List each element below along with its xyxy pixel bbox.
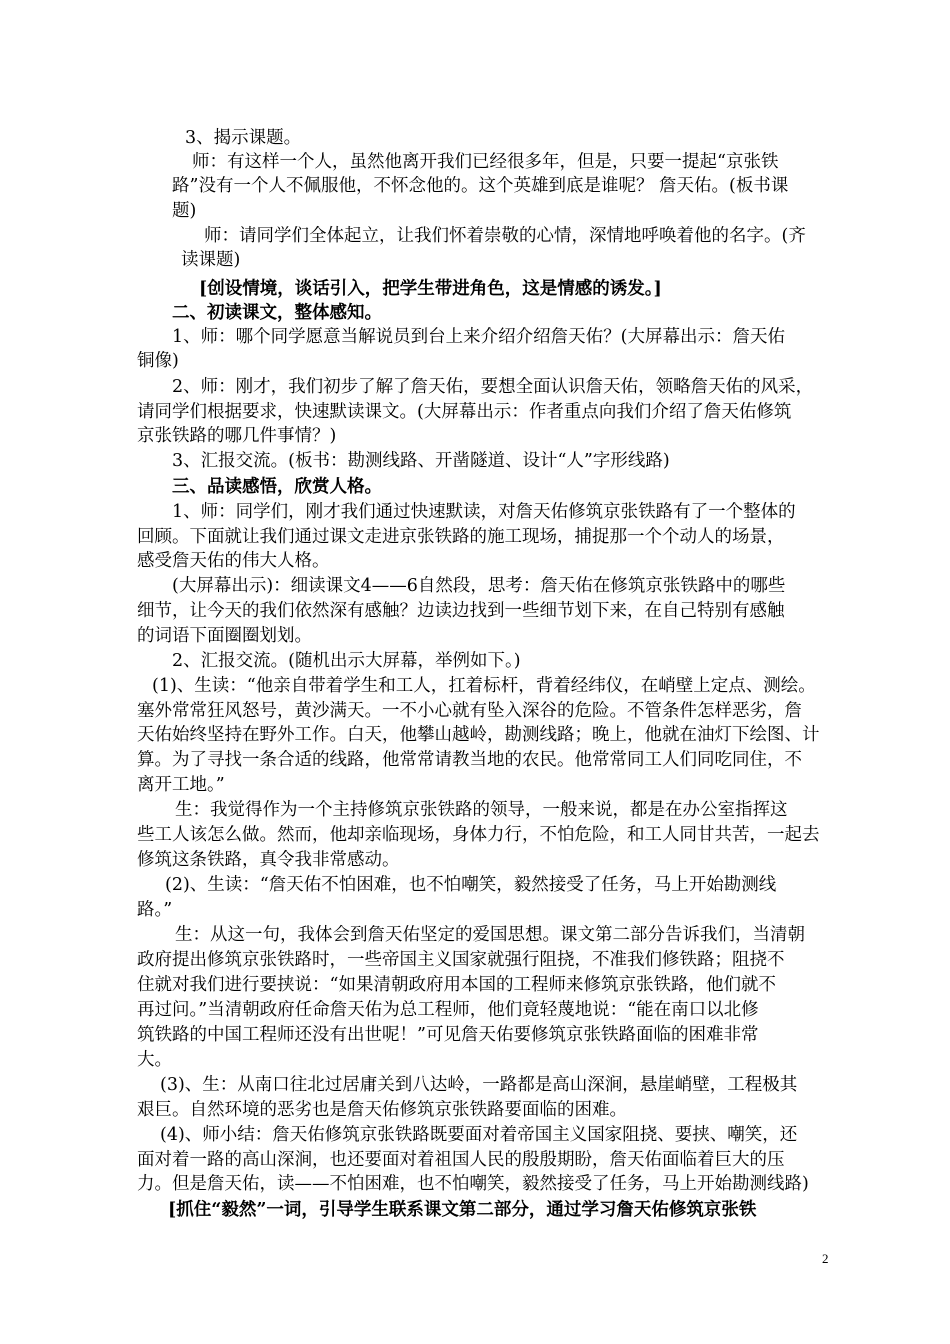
- text-line: 面对着一路的高山深涧，也还要面对着祖国人民的殷殷期盼，詹天佑面临着巨大的压: [137, 1150, 785, 1170]
- text-line: 路”没有一个人不佩服他，不怀念他的。这个英雄到底是谁呢？ 詹天佑。(板书课: [172, 176, 789, 196]
- text-line: 2、汇报交流。(随机出示大屏幕，举例如下。): [172, 651, 521, 671]
- section-heading: 三、品读感悟，欣赏人格。: [172, 477, 382, 497]
- text-line: 3、揭示课题。: [185, 128, 302, 148]
- text-line: (4)、师小结：詹天佑修筑京张铁路既要面对着帝国主义国家阻挠、要挟、嘲笑，还: [160, 1125, 798, 1145]
- text-line: 生：我觉得作为一个主持修筑京张铁路的领导，一般来说，都是在办公室指挥这: [175, 800, 788, 820]
- text-line: 回顾。下面就让我们通过课文走进京张铁路的施工现场，捕捉那一个个动人的场景，: [137, 527, 785, 547]
- commentary-line: [创设情境，谈话引入，把学生带进角色，这是情感的诱发。]: [199, 279, 662, 299]
- text-line: 路。”: [137, 900, 173, 920]
- text-line: 大。: [137, 1050, 172, 1070]
- text-line: 塞外常常狂风怒号，黄沙满天。一不小心就有坠入深谷的危险。不管条件怎样恶劣，詹: [137, 701, 802, 721]
- text-line: 2、师：刚才，我们初步了解了詹天佑，要想全面认识詹天佑，领略詹天佑的风采，: [172, 377, 814, 397]
- text-line: (大屏幕出示)：细读课文4——6自然段，思考：詹天佑在修筑京张铁路中的哪些: [172, 576, 786, 596]
- text-line: 力。但是詹天佑，读——不怕困难，也不怕嘲笑，毅然接受了任务，马上开始勘测线路): [137, 1174, 809, 1194]
- text-line: 些工人该怎么做。然而，他却亲临现场，身体力行，不怕危险，和工人同甘共苦，一起去: [137, 825, 820, 845]
- text-line: 离开工地。”: [137, 775, 225, 795]
- text-line: 师：请同学们全体起立，让我们怀着崇敬的心情，深情地呼唤着他的名字。(齐: [204, 226, 806, 246]
- text-line: 住就对我们进行要挟说：“如果清朝政府用本国的工程师来修筑京张铁路，他们就不: [137, 975, 776, 995]
- text-line: 1、师：同学们，刚才我们通过快速默读，对詹天佑修筑京张铁路有了一个整体的: [172, 502, 796, 522]
- text-line: 1、师：哪个同学愿意当解说员到台上来介绍介绍詹天佑？(大屏幕出示：詹天佑: [172, 327, 785, 347]
- text-line: (2)、生读：“詹天佑不怕困难，也不怕嘲笑，毅然接受了任务，马上开始勘测线: [165, 875, 777, 895]
- text-line: (1)、生读：“他亲自带着学生和工人，扛着标杆，背着经纬仪，在峭壁上定点、测绘。: [152, 676, 816, 696]
- text-line: 筑铁路的中国工程师还没有出世呢！”可见詹天佑要修筑京张铁路面临的困难非常: [137, 1025, 759, 1045]
- text-line: 题): [172, 201, 197, 221]
- text-line: 艰巨。自然环境的恶劣也是詹天佑修筑京张铁路要面临的困难。: [137, 1100, 627, 1120]
- text-line: 细节，让今天的我们依然深有感触？边读边找到一些细节划下来，在自己特别有感触: [137, 601, 785, 621]
- text-line: 再过问。”当清朝政府任命詹天佑为总工程师，他们竟轻蔑地说：“能在南口以北修: [137, 1000, 759, 1020]
- text-line: 铜像): [137, 351, 179, 371]
- text-line: 感受詹天佑的伟大人格。: [137, 551, 330, 571]
- text-line: (3)、生：从南口往北过居庸关到八达岭，一路都是高山深涧，悬崖峭壁，工程极其: [160, 1075, 798, 1095]
- section-heading: 二、初读课文，整体感知。: [172, 303, 382, 323]
- text-line: 3、汇报交流。(板书：勘测线路、开凿隧道、设计“人”字形线路): [172, 451, 670, 471]
- text-line: 算。为了寻找一条合适的线路，他常常请教当地的农民。他常常同工人们同吃同住，不: [137, 750, 802, 770]
- text-line: 读课题): [181, 250, 241, 270]
- text-line: 的词语下面圈圈划划。: [137, 626, 312, 646]
- text-line: 生：从这一句，我体会到詹天佑坚定的爱国思想。课文第二部分告诉我们，当清朝: [175, 925, 805, 945]
- commentary-line: [抓住“毅然”一词，引导学生联系课文第二部分，通过学习詹天佑修筑京张铁: [168, 1200, 757, 1220]
- text-line: 京张铁路的哪几件事情？): [137, 426, 337, 446]
- page-number: 2: [822, 1251, 829, 1266]
- text-line: 修筑这条铁路，真令我非常感动。: [137, 850, 400, 870]
- text-line: 师：有这样一个人，虽然他离开我们已经很多年，但是，只要一提起“京张铁: [192, 152, 779, 172]
- text-line: 请同学们根据要求，快速默读课文。(大屏幕出示：作者重点向我们介绍了詹天佑修筑: [137, 402, 792, 422]
- text-line: 天佑始终坚持在野外工作。白天，他攀山越岭，勘测线路；晚上，他就在油灯下绘图、计: [137, 725, 820, 745]
- text-line: 政府提出修筑京张铁路时，一些帝国主义国家就强行阻挠，不准我们修铁路；阻挠不: [137, 950, 785, 970]
